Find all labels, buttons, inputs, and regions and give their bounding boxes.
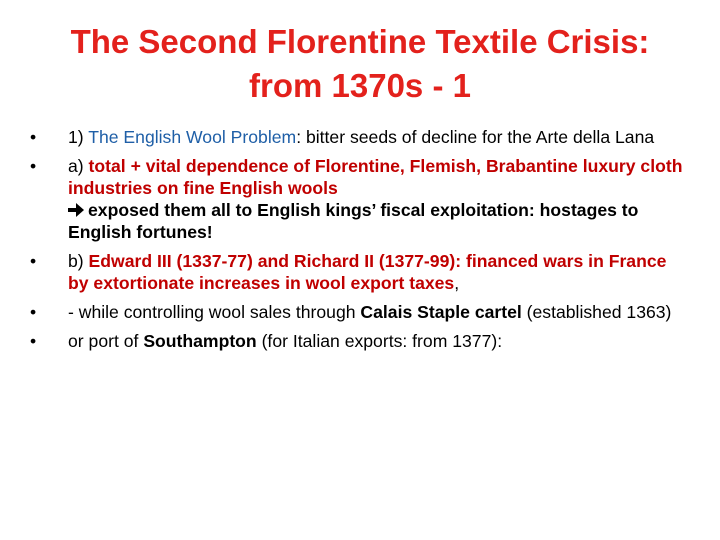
title-line-1: The Second Florentine Textile Crisis: [70,23,650,60]
bullet-5-text-after: (for Italian exports: from 1377): [256,331,503,351]
bullet-2-consequence: exposed them all to English kings’ fiscal exploitation: hostages to English fortunes! [68,200,639,242]
bullet-3-text: , [454,273,460,293]
bullet-5-bold: Southampton [143,331,257,351]
bullet-list [28,126,688,359]
bullet-1-prefix: 1) [68,127,89,147]
bullet-item-5 [28,330,688,352]
slide-title [40,20,680,108]
bullet-2-prefix: a) [68,156,89,176]
bullet-dot-icon: • [30,302,37,322]
bullet-item-4 [28,301,688,323]
bullet-item-2 [28,155,688,243]
bullet-dot-icon: • [30,156,37,176]
bullet-3-prefix: b) [68,251,89,271]
bullet-1-text: : bitter seeds of decline for the Arte della Lana [296,127,655,147]
bullet-3-emphasis: Edward III (1337-77) and Richard II (1377-99): financed wars in France by extortionate increases in wool export taxes [68,251,667,293]
bullet-4-bold: Calais Staple cartel [360,302,522,322]
bullet-dot-icon: • [30,331,37,351]
bullet-dot-icon: • [30,127,37,147]
bullet-4-text-after: (established 1363) [521,302,672,322]
bullet-2-emphasis: total + vital dependence of Florentine, Flemish, Brabantine luxury cloth industries on fine English wools [68,156,683,198]
bullet-5-text-before: or port of [68,331,144,351]
bullet-4-text-before: - while controlling wool sales through [68,302,361,322]
bullet-dot-icon: • [30,251,37,271]
right-arrow-icon [68,203,84,217]
title-line-2: from 1370s - 1 [249,67,471,104]
bullet-1-heading: The English Wool Problem [88,127,297,147]
bullet-item-3 [28,250,688,294]
bullet-item-1 [28,126,688,148]
